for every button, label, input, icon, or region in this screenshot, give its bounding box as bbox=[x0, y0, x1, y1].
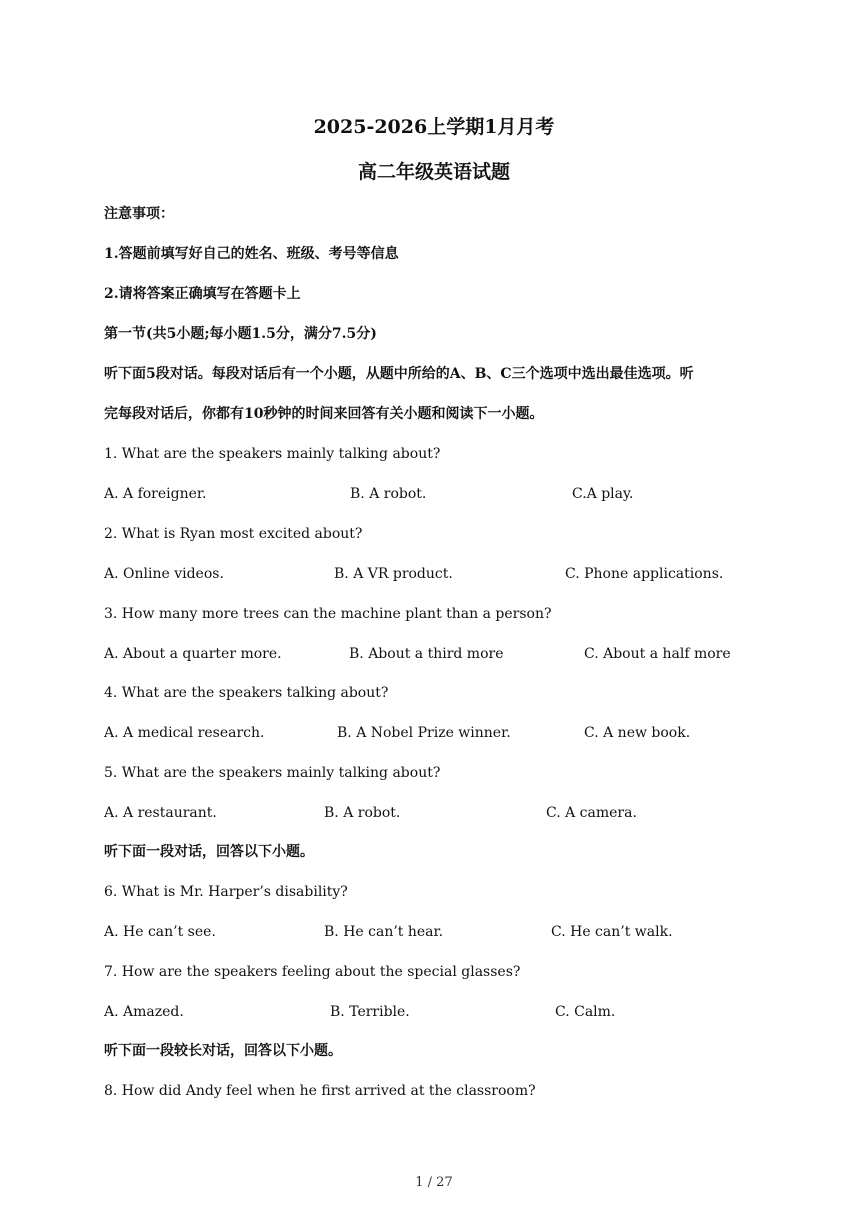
page-number: 1 / 27 bbox=[415, 1175, 453, 1190]
option-a: A. A restaurant. bbox=[104, 805, 217, 821]
option-b: B. A Nobel Prize winner. bbox=[337, 725, 511, 741]
option-b: B. About a third more bbox=[349, 646, 504, 662]
option-a: A. A medical research. bbox=[104, 725, 265, 741]
note-item: 2.请将答案正确填写在答题卡上 bbox=[104, 286, 301, 302]
option-b: B. He can’t hear. bbox=[324, 924, 444, 940]
section-instruction: 听下面5段对话。每段对话后有一个小题，从题中所给的A、B、C三个选项中选出最佳选项。听 bbox=[104, 366, 694, 382]
question-text: 8. How did Andy feel when he first arrived at the classroom? bbox=[104, 1083, 536, 1099]
option-a: A. A foreigner. bbox=[104, 486, 207, 502]
option-c: C. About a half more bbox=[584, 646, 731, 662]
exam-title: 2025-2026上学期1月月考 bbox=[313, 116, 555, 138]
question-text: 6. What is Mr. Harper’s disability? bbox=[104, 884, 348, 900]
option-a: A. He can’t see. bbox=[104, 924, 216, 940]
exam-subtitle: 高二年级英语试题 bbox=[357, 161, 510, 183]
option-b: B. A VR product. bbox=[334, 566, 453, 582]
option-c: C. A camera. bbox=[546, 805, 637, 821]
option-a: A. About a quarter more. bbox=[104, 646, 282, 662]
option-b: B. A robot. bbox=[324, 805, 401, 821]
option-c: C. Calm. bbox=[555, 1004, 616, 1020]
question-text: 1. What are the speakers mainly talking about? bbox=[104, 446, 441, 462]
question-text: 7. How are the speakers feeling about the special glasses? bbox=[104, 964, 521, 980]
option-b: B. Terrible. bbox=[330, 1004, 410, 1020]
notes-heading: 注意事项： bbox=[104, 206, 174, 222]
option-c: C.A play. bbox=[572, 486, 634, 502]
question-text: 3. How many more trees can the machine plant than a person? bbox=[104, 606, 552, 622]
option-b: B. A robot. bbox=[350, 486, 427, 502]
option-a: A. Online videos. bbox=[104, 566, 224, 582]
option-c: C. A new book. bbox=[584, 725, 691, 741]
dialog-heading: 听下面一段较长对话，回答以下小题。 bbox=[104, 1043, 342, 1059]
option-c: C. He can’t walk. bbox=[551, 924, 673, 940]
section-instruction: 完每段对话后，你都有10秒钟的时间来回答有关小题和阅读下一小题。 bbox=[104, 406, 544, 422]
question-text: 2. What is Ryan most excited about? bbox=[104, 526, 363, 542]
question-text: 5. What are the speakers mainly talking about? bbox=[104, 765, 441, 781]
option-c: C. Phone applications. bbox=[565, 566, 724, 582]
question-text: 4. What are the speakers talking about? bbox=[104, 685, 389, 701]
note-item: 1.答题前填写好自己的姓名、班级、考号等信息 bbox=[104, 246, 399, 262]
option-a: A. Amazed. bbox=[104, 1004, 184, 1020]
section-heading: 第一节(共5小题;每小题1.5分，满分7.5分) bbox=[104, 326, 377, 342]
dialog-heading: 听下面一段对话，回答以下小题。 bbox=[104, 844, 314, 860]
